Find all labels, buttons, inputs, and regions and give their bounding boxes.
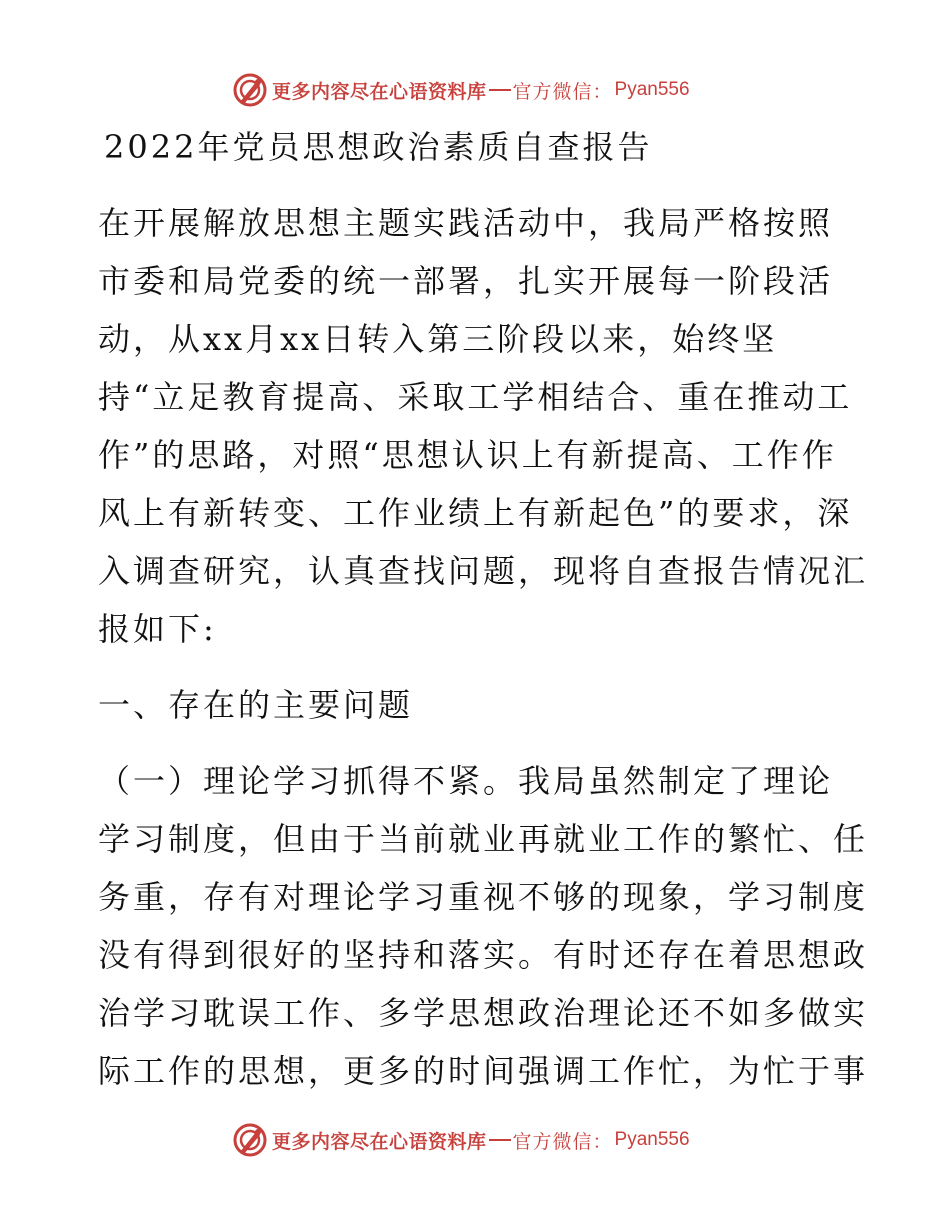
text-line: 入调查研究，认真查找问题，现将自查报告情况汇	[98, 552, 869, 590]
text-line: 市委和局党委的统一部署，扎实开展每一阶段活	[98, 262, 834, 300]
text-line: 持“立足教育提高、采取工学相结合、重在推动工	[98, 378, 853, 416]
text-line: 风上有新转变、工作业绩上有新起色”的要求，深	[98, 494, 853, 532]
text-line: 报如下:	[98, 610, 217, 648]
text-line: 动，从xx月xx日转入第三阶段以来，始终坚	[98, 320, 778, 358]
section-heading	[98, 676, 858, 734]
text-line: （一）理论学习抓得不紧。我局虽然制定了理论	[98, 762, 834, 800]
section-paragraph	[98, 752, 869, 1100]
watermark-sub-text: 官方微信：	[512, 1130, 613, 1153]
watermark-sub-text: 官方微信：	[512, 80, 613, 103]
watermark-footer	[232, 1122, 690, 1158]
watermark-dash	[489, 1139, 511, 1141]
watermark-id-text: Pyan556	[614, 79, 690, 100]
text-line: 际工作的思想，更多的时间强调工作忙，为忙于事	[98, 1052, 869, 1090]
brand-logo-icon	[232, 72, 268, 108]
brand-logo-icon	[232, 1122, 268, 1158]
text-line: 学习制度，但由于当前就业再就业工作的繁忙、任	[98, 820, 869, 858]
watermark-main-text: 更多内容尽在心语资料库	[272, 80, 487, 103]
text-line: 作”的思路，对照“思想认识上有新提高、工作作	[98, 436, 837, 474]
text-line: 没有得到很好的坚持和落实。有时还存在着思想政	[98, 936, 869, 974]
intro-paragraph	[98, 194, 869, 658]
text-line: 务重，存有对理论学习重视不够的现象，学习制度	[98, 878, 869, 916]
watermark-main-text: 更多内容尽在心语资料库	[272, 1130, 487, 1153]
section-heading-text: 一、存在的主要问题	[98, 686, 414, 724]
text-line: 治学习耽误工作、多学思想政治理论还不如多做实	[98, 994, 869, 1032]
watermark-dash	[489, 89, 511, 91]
watermark-id-text: Pyan556	[614, 1129, 690, 1150]
document-title: 2022年党员思想政治素质自查报告	[104, 128, 653, 166]
text-line: 在开展解放思想主题实践活动中，我局严格按照	[98, 204, 834, 242]
watermark-header	[232, 72, 690, 108]
